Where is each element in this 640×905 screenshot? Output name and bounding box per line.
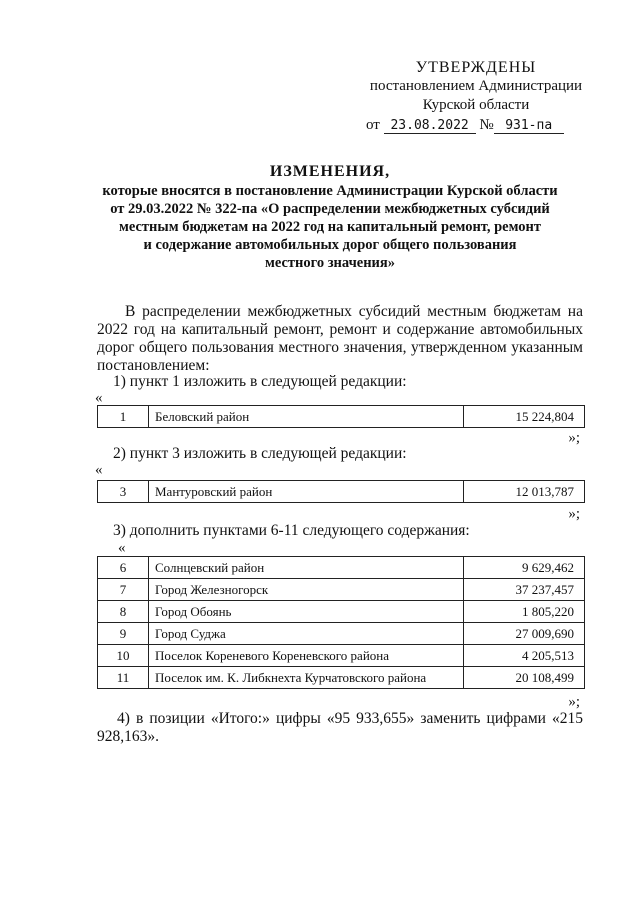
quote-open-1: «	[95, 390, 103, 406]
table-row	[98, 623, 585, 645]
table-row	[98, 667, 585, 689]
row-value: 37 237,457	[464, 579, 585, 601]
row-value: 27 009,690	[464, 623, 585, 645]
row-name: Город Железногорск	[149, 579, 464, 601]
approval-date: 23.08.2022	[384, 118, 476, 134]
quote-close-1: »;	[568, 430, 580, 446]
table-row	[98, 557, 585, 579]
heading-line-5: местного значения»	[264, 255, 396, 271]
heading-line-4: и содержание автомобильных дорог общего пользования	[143, 237, 517, 253]
step-2: 2) пункт 3 изложить в следующей редакции:	[113, 445, 407, 462]
heading-title: ИЗМЕНЕНИЯ,	[269, 163, 391, 180]
number-prefix: №	[479, 117, 494, 133]
row-value: 12 013,787	[464, 481, 585, 503]
row-value: 20 108,499	[464, 667, 585, 689]
quote-close-2: »;	[568, 506, 580, 522]
row-value: 1 805,220	[464, 601, 585, 623]
table-row	[98, 481, 585, 503]
approval-block	[360, 58, 592, 135]
row-number: 10	[98, 645, 149, 667]
row-name: Мантуровский район	[149, 481, 464, 503]
approval-title: УТВЕРЖДЕНЫ	[415, 59, 537, 76]
row-value: 9 629,462	[464, 557, 585, 579]
row-name: Поселок Кореневого Кореневского района	[149, 645, 464, 667]
table-row	[98, 601, 585, 623]
row-number: 11	[98, 667, 149, 689]
row-number: 9	[98, 623, 149, 645]
quote-close-3: »;	[568, 694, 580, 710]
date-prefix: от	[366, 117, 380, 133]
table-3-body	[98, 557, 585, 689]
quote-open-3: «	[118, 540, 126, 556]
row-number: 8	[98, 601, 149, 623]
row-number: 6	[98, 557, 149, 579]
approval-line-2: Курской области	[422, 97, 530, 113]
step-3: 3) дополнить пунктами 6-11 следующего содержания:	[113, 522, 470, 539]
row-name: Поселок им. К. Либкнехта Курчатовского района	[149, 667, 464, 689]
approval-line-1: постановлением Администрации	[369, 78, 583, 94]
row-name: Город Обоянь	[149, 601, 464, 623]
row-value: 15 224,804	[464, 406, 585, 428]
table-2-body	[98, 481, 585, 503]
row-name: Город Суджа	[149, 623, 464, 645]
row-value: 4 205,513	[464, 645, 585, 667]
intro-paragraph: В распределении межбюджетных субсидий местным бюджетам на 2022 год на капитальный ремонт, ремонт и содержание автомобильных дорог общего пользования местного значения, утвержденном указанным постановлением:	[97, 303, 583, 374]
heading-line-1: которые вносятся в постановление Администрации Курской области	[102, 183, 558, 199]
row-number: 3	[98, 481, 149, 503]
row-name: Солнцевский район	[149, 557, 464, 579]
document-heading	[80, 163, 580, 272]
quote-open-2: «	[95, 462, 103, 478]
heading-line-3: местным бюджетам на 2022 год на капитальный ремонт, ремонт	[119, 219, 541, 235]
table-2	[97, 480, 585, 503]
approval-number: 931-па	[494, 118, 564, 134]
step-1: 1) пункт 1 изложить в следующей редакции:	[113, 373, 407, 390]
step-4: 4) в позиции «Итого:» цифры «95 933,655» заменить цифрами «215 928,163».	[97, 710, 583, 745]
table-1	[97, 405, 585, 428]
table-row	[98, 645, 585, 667]
table-row	[98, 579, 585, 601]
row-name: Беловский район	[149, 406, 464, 428]
row-number: 7	[98, 579, 149, 601]
table-1-body	[98, 406, 585, 428]
table-3	[97, 556, 585, 689]
heading-line-2: от 29.03.2022 № 322-па «О распределении межбюджетных субсидий	[110, 201, 550, 217]
row-number: 1	[98, 406, 149, 428]
table-row	[98, 406, 585, 428]
approval-date-line	[366, 116, 592, 135]
